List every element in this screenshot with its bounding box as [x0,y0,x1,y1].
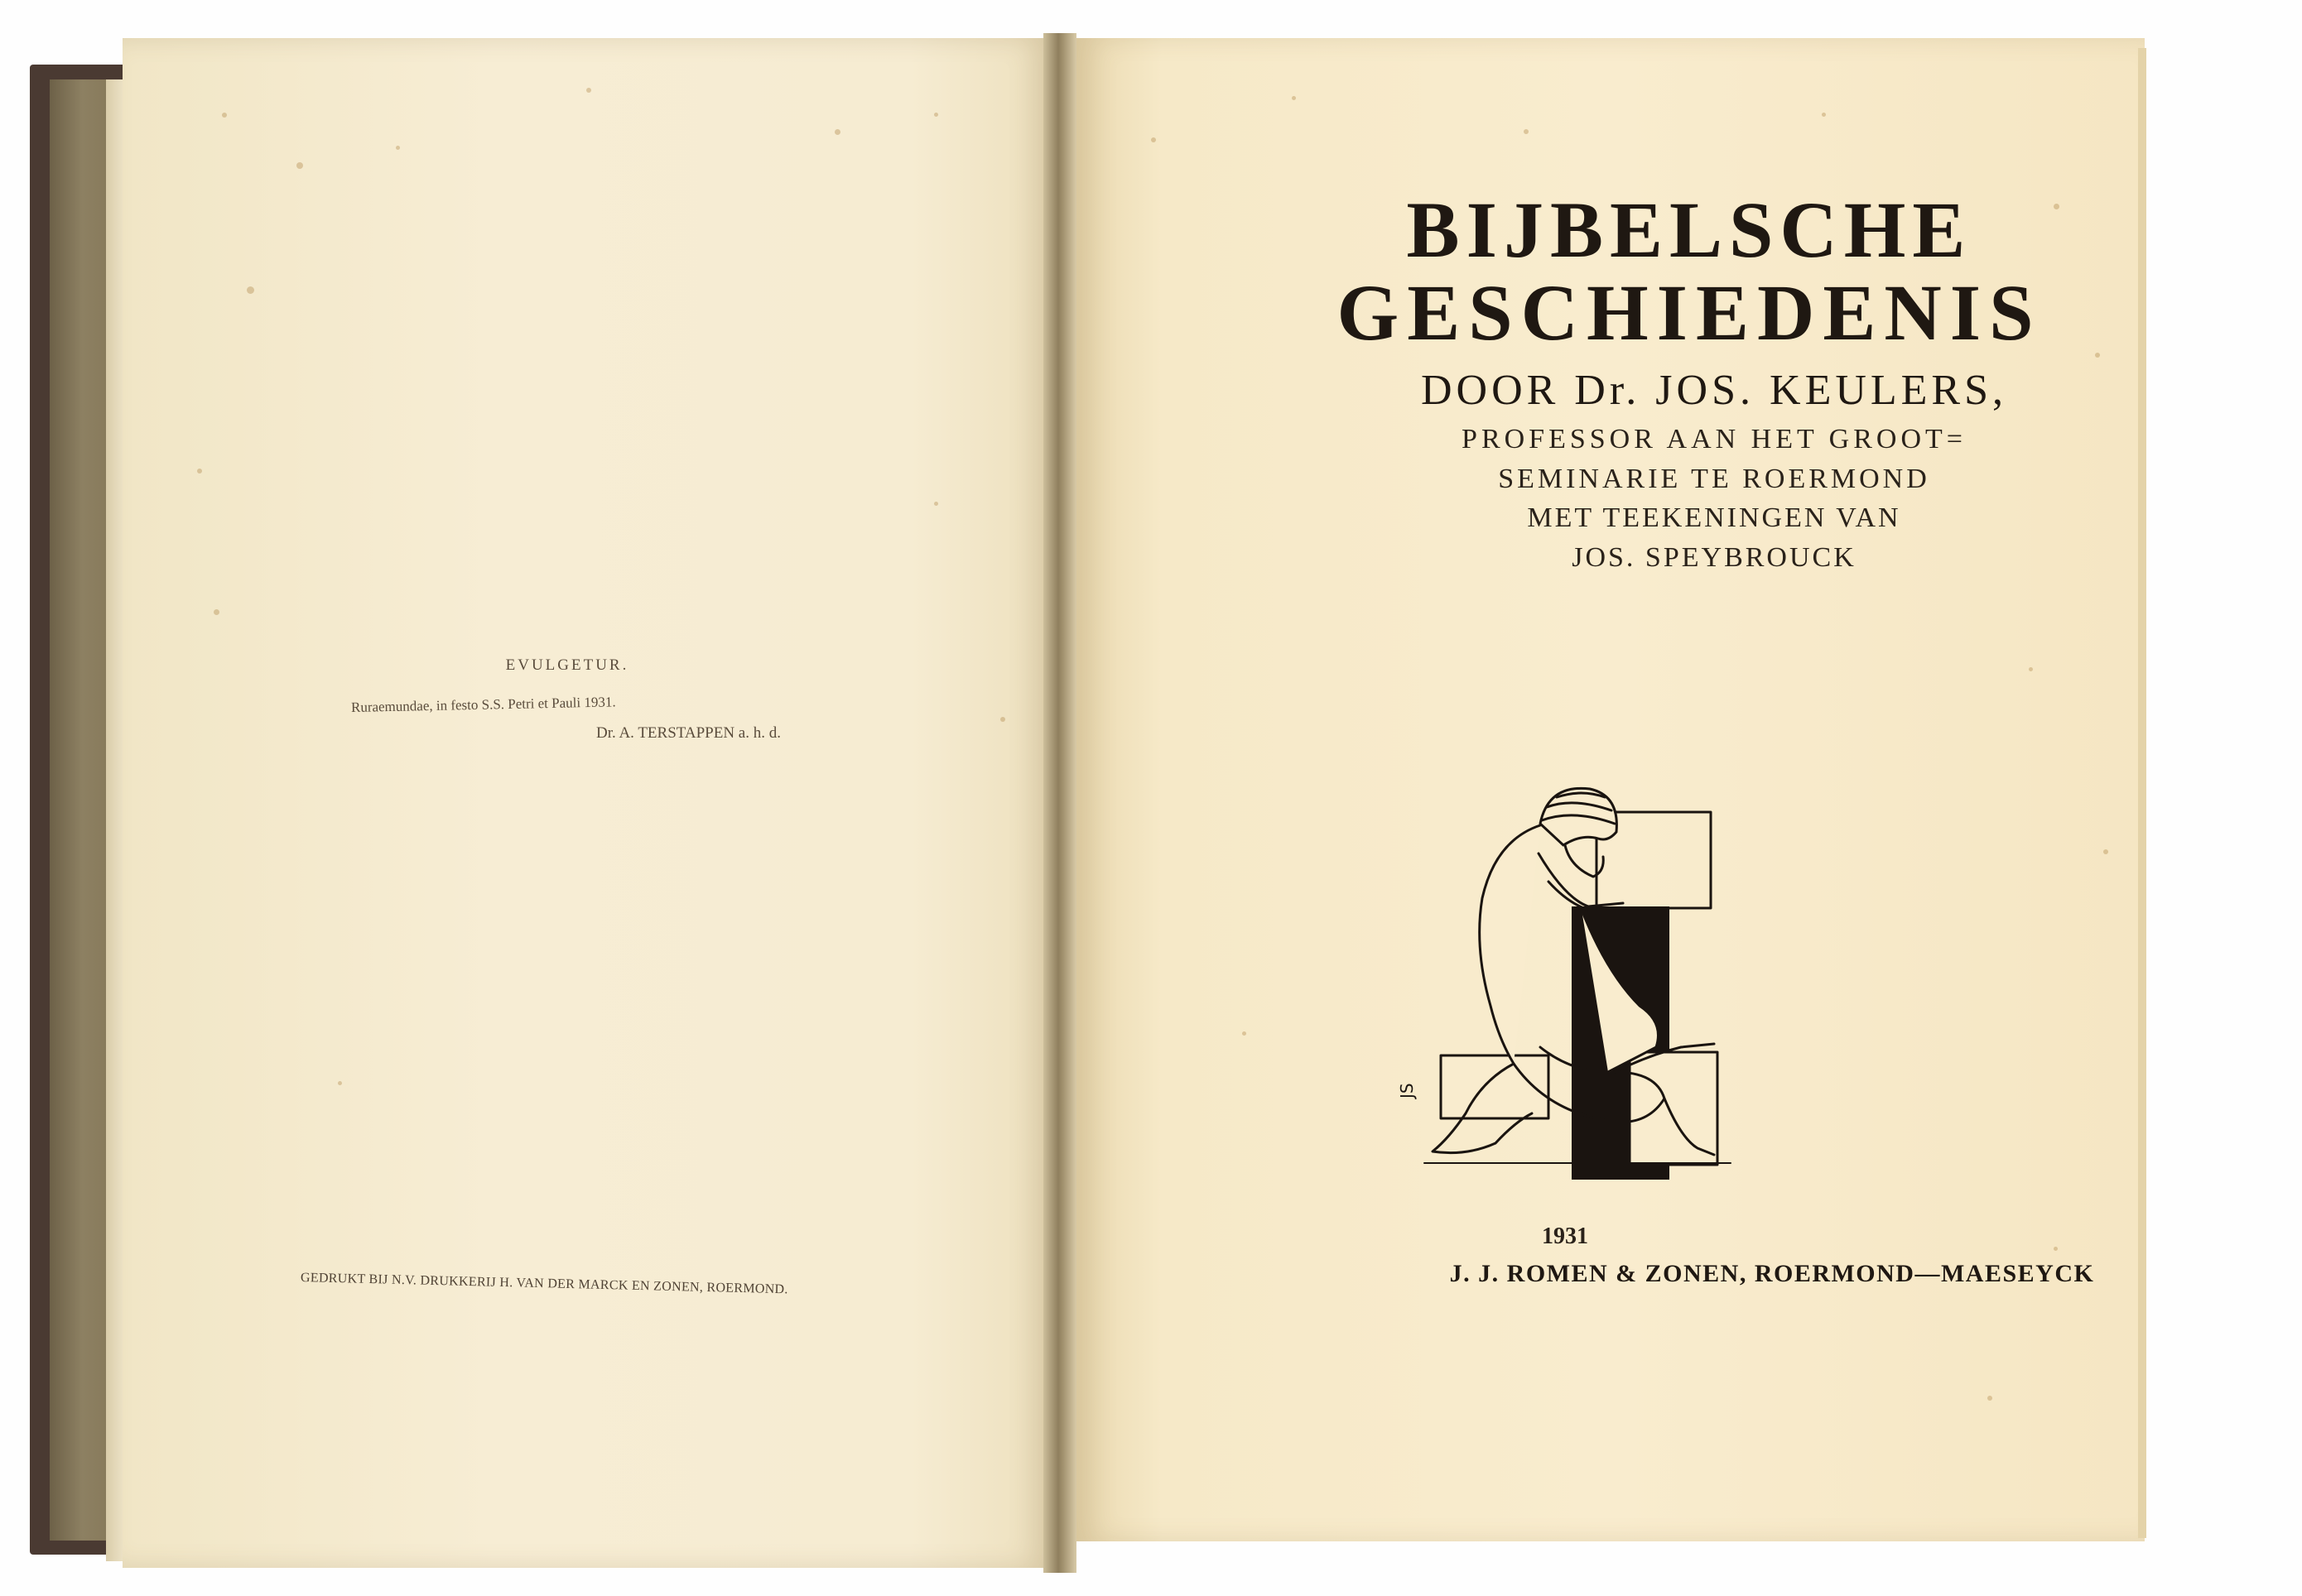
book-gutter [1043,33,1076,1573]
book-title-line-2: GESCHIEDENIS [1336,268,2042,357]
publication-year: 1931 [1542,1223,1588,1249]
svg-text:JS: JS [1397,1083,1417,1098]
book-title-line-1: BIJBELSCHE [1406,185,1972,274]
imprimatur-title: EVULGETUR. [505,656,629,674]
imprimatur-signature: Dr. A. TERSTAPPEN a. h. d. [596,724,781,742]
subtitle-line-2: SEMINARIE TE ROERMOND [1498,464,1930,494]
kneeling-figure-with-blocks-drawing [1397,774,1739,1171]
author-line: DOOR Dr. JOS. KEULERS, [1420,367,2008,414]
imprimatur-place-date: Ruraemundae, in festo S.S. Petri et Pauli 1931. [350,694,616,715]
subtitle-line-1: PROFESSOR AAN HET GROOT= [1462,424,1967,454]
left-page [123,38,1048,1568]
publisher-line: J. J. ROMEN & ZONEN, ROERMOND—MAESEYCK [1449,1260,2095,1287]
subtitle-line-3: MET TEEKENINGEN VAN [1527,502,1901,533]
printer-colophon: GEDRUKT BIJ N.V. DRUKKERIJ H. VAN DER MARCK EN ZONEN, ROERMOND. [300,1271,788,1297]
subtitle-line-4: JOS. SPEYBROUCK [1572,542,1857,573]
